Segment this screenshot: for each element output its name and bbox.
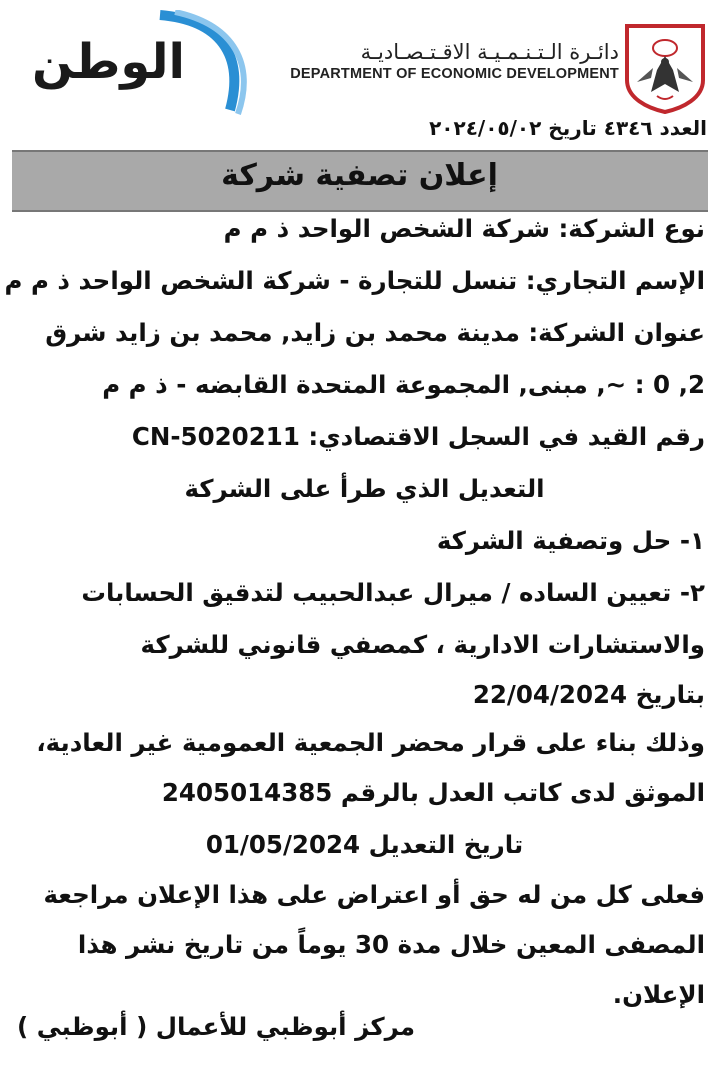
item-2-line-1: ٢- تعيين الساده / ميرال عبدالحبيب لتدقيق الحسابات (81, 578, 705, 607)
objection-line-1: فعلى كل من له حق أو اعتراض على هذا الإعلان مراجعة (43, 880, 705, 909)
notice-title: إعلان تصفية شركة (221, 158, 498, 193)
header (0, 0, 719, 140)
item-2-date: بتاريخ 22/04/2024 (472, 680, 705, 709)
item-2-line-2: والاستشارات الادارية ، كمصفي قانوني للشركة (140, 630, 705, 659)
department-name-ar: دائـرة الـتـنـمـيـة الاقـتـصـاديـة (360, 40, 619, 64)
company-type: نوع الشركة: شركة الشخص الواحد ذ م م (223, 214, 705, 243)
basis-line-1: وذلك بناء على قرار محضر الجمعية العمومية غير العادية، (36, 728, 705, 757)
trade-name: الإسم التجاري: تنسل للتجارة - شركة الشخص الواحد ذ م م (4, 266, 705, 295)
objection-line-2: المصفى المعين خلال مدة 30 يوماً من تاريخ نشر هذا (77, 930, 705, 959)
item-1: ١- حل وتصفية الشركة (436, 526, 705, 555)
address-line-2: 2, 0 : ~, مبنى, المجموعة المتحدة القابضه - ذ م م (102, 370, 705, 399)
amendment-date: تاريخ التعديل 01/05/2024 (205, 830, 524, 859)
newspaper-name: الوطن (32, 34, 185, 90)
abu-dhabi-emblem-icon (623, 22, 707, 114)
basis-line-2: الموثق لدى كاتب العدل بالرقم 2405014385 (161, 778, 705, 807)
issuer: مركز أبوظبي للأعمال ( أبوظبي ) (16, 1012, 415, 1041)
amendment-heading: التعديل الذي طرأ على الشركة (184, 474, 545, 503)
registry-number: رقم القيد في السجل الاقتصادي: CN-5020211 (131, 422, 705, 451)
objection-line-3: الإعلان. (612, 980, 705, 1009)
department-name-en: DEPARTMENT OF ECONOMIC DEVELOPMENT (290, 66, 619, 82)
issue-line: العدد ٤٣٤٦ تاريخ ٢٠٢٤/٠٥/٠٢ (429, 116, 707, 140)
address-line-1: عنوان الشركة: مدينة محمد بن زايد, محمد بن زايد شرق (45, 318, 705, 347)
department-block (290, 40, 619, 82)
